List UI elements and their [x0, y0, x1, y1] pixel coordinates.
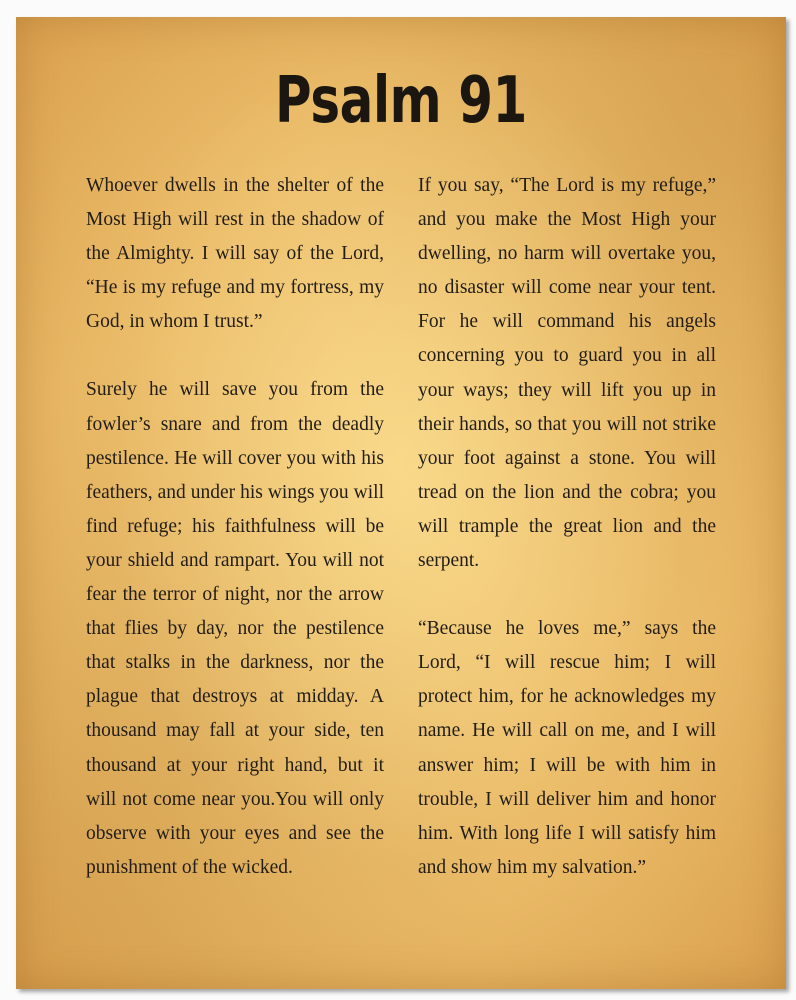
paragraph-fowlers-snare: Surely he will save you from the fowler’s snare and from the deadly pestilence. He will cover you with his feathers, and under his wings you will find refuge; his faithfulness will be your shield and rampart. You will not fear the terror of night, nor the arrow that flies by day, nor the pestilence that stalks in the darkness, nor the plague that destroys at midday. A thousand may fall at your side, ten thousand at your right hand, but it will not come near you.You will only observe with your eyes and see the punishment of the wicked. [86, 379, 384, 878]
paragraph-shelter: Whoever dwells in the shelter of the Most High will rest in the shadow of the Almighty. I will say of the Lord, “He is my refuge and my fortress, my God, in whom I trust.” [86, 175, 384, 333]
right-column [418, 169, 716, 885]
paragraph-because-he-loves-me: “Because he loves me,” says the Lord, “I will rescue him; I will protect him, for he acknowledges my name. He will call on me, and I will answer him; I will be with him in trouble, I will deliver him and honor him. With long life I will satisfy him and show him my salvation.” [418, 618, 716, 878]
left-column [86, 169, 384, 885]
page-title: Psalm 91 [275, 64, 527, 138]
parchment-print [16, 17, 786, 989]
paragraph-refuge: If you say, “The Lord is my refuge,” and you make the Most High your dwelling, no harm will overtake you, no disaster will come near your tent. For he will command his angels concerning you to guard you in all your ways; they will lift you up in their hands, so that you will not strike your foot against a stone. You will tread on the lion and the cobra; you will trample the great lion and the serpent. [418, 175, 716, 572]
